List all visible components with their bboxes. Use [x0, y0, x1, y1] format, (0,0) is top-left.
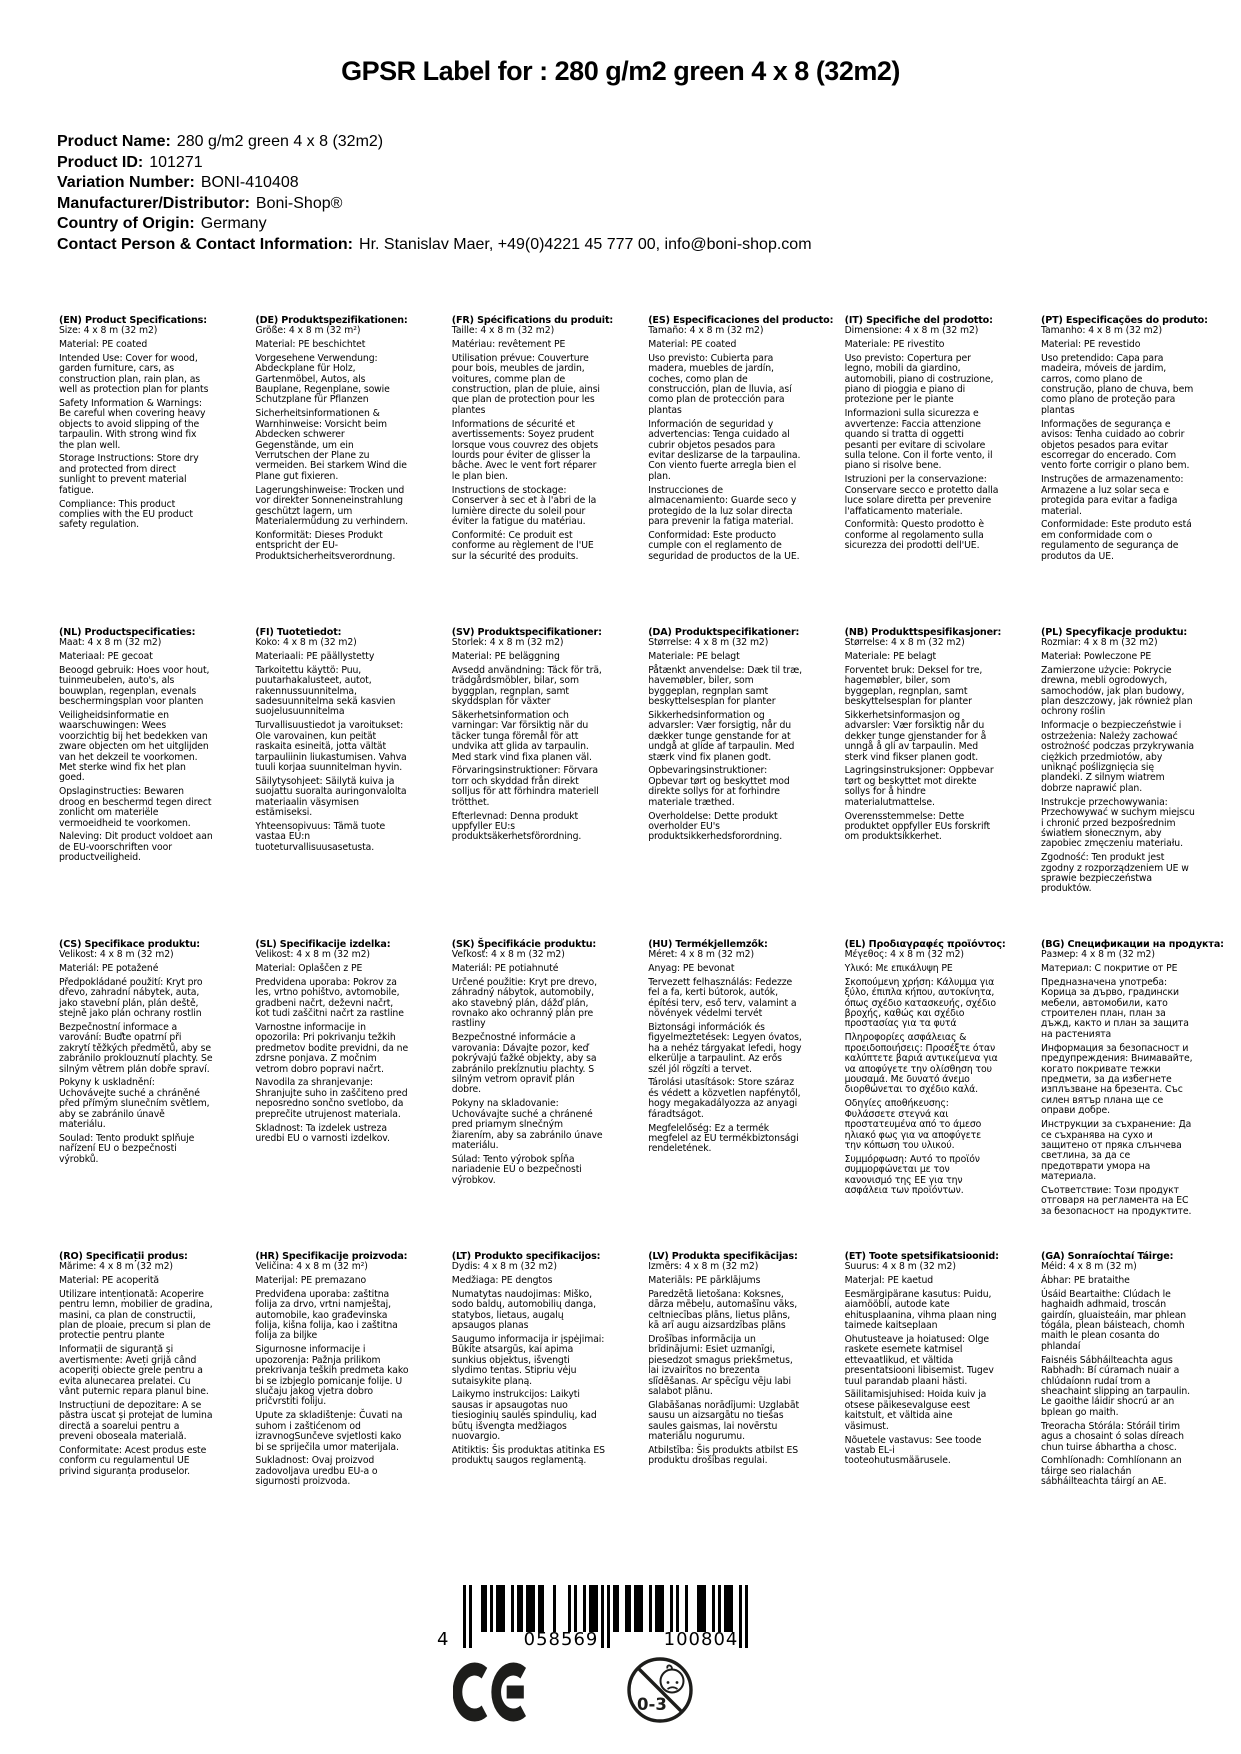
- block-paragraph: Uso previsto: Copertura per legno, mobili da giardino, automobili, piano di costruzione, piano di pioggia e piano di protezione per le piante: [844, 352, 994, 406]
- age-warning-text: 0-3: [637, 1695, 667, 1714]
- barcode-bar: [676, 1585, 679, 1632]
- block-paragraph: Comhlíonadh: Comhlíonann an táirge seo rialachán sábháilteachta táirgí an AE.: [1041, 1455, 1182, 1488]
- block-paragraph: Materiál: PE potiahnuté: [451, 962, 559, 974]
- barcode-bar: [649, 1585, 652, 1632]
- block-paragraph: Treoracha Stórála: Stóráil tirim agus a chosaint ó solas díreach chun tuirse ábhartha a chosc.: [1041, 1420, 1184, 1453]
- block-paragraph: Material: PE revestido: [1041, 338, 1141, 350]
- block-paragraph: Súlad: Tento výrobok spĺňa nariadenie EÚ o bezpečnosti výrobkov.: [451, 1153, 582, 1186]
- block-heading: (PT) Especificações do produto:: [1041, 315, 1208, 326]
- block-heading: (BG) Спецификации на продукта:: [1041, 939, 1224, 950]
- block-paragraph: Predvidena uporaba: Pokrov za les, vrtno pohištvo, avtomobile, gradbeni načrt, deževni načrt, kot tudi zaščitni načrt za rastline: [255, 976, 404, 1020]
- block-paragraph: Tarkoitettu käyttö: Puu, puutarhakalusteet, autot, rakennussuunnitelma, sadesuunnitelma sekä kasvien suojelusuunnitelma: [255, 664, 396, 718]
- block-paragraph: Bezpečnostné informácie a varovania: Dávajte pozor, keď pokrývajú ťažké objekty, aby sa zabránilo prekĺznutiu plachty. S silným vetrom opraviť plán dobre.: [451, 1032, 597, 1096]
- block-heading: (SV) Produktspecifikationer:: [451, 627, 602, 638]
- block-paragraph: Beoogd gebruik: Hoes voor hout, tuinmeubelen, auto's, als bouwplan, regenplan, evenals beschermingsplan voor planten: [59, 664, 210, 708]
- block-paragraph: Méid: 4 x 8 m (32 m): [1041, 1261, 1137, 1272]
- block-paragraph: Efterlevnad: Denna produkt uppfyller EU:s produktsäkerhetsförordning.: [451, 810, 582, 843]
- block-paragraph: Pokyny na skladovanie: Uchovávajte suché a chránené pred priamym slnečným žiarením, aby sa zabránilo únave materiálu.: [451, 1098, 603, 1151]
- block-paragraph: Maat: 4 x 8 m (32 m2): [59, 637, 162, 648]
- language-block-en: [59, 315, 213, 531]
- block-paragraph: Numatytas naudojimas: Miško, sodo baldų, automobilių danga, statybos, lietaus, augalų apsaugos planas: [451, 1288, 596, 1332]
- block-paragraph: Skladnost: Ta izdelek ustreza uredbi EU o varnosti izdelkov.: [255, 1122, 390, 1144]
- language-block-pt: [1041, 315, 1208, 562]
- block-paragraph: Størrelse: 4 x 8 m (32 m2): [844, 637, 965, 648]
- block-paragraph: Atbilstība: Šis produkts atbilst ES produktu drošības regulai.: [648, 1445, 799, 1467]
- barcode-bar: [574, 1585, 577, 1632]
- block-paragraph: Storage Instructions: Store dry and protected from direct sunlight to prevent material fatigue.: [59, 453, 199, 496]
- block-paragraph: Instrucțiuni de depozitare: A se păstra uscat și protejat de lumina directă a soarelui pentru a preveni oboseala materială.: [59, 1399, 213, 1443]
- barcode-bar: [703, 1585, 706, 1632]
- block-paragraph: Ohutusteave ja hoiatused: Olge raskete esemete katmisel ettevaatlikud, et vältida presentatsiooni libisemist. Tugev tuul parandab plaani hästi.: [844, 1333, 994, 1387]
- block-paragraph: Σκοπούμενη χρήση: Κάλυμμα για ξύλο, έπιπλα κήπου, αυτοκίνητα, όπως σχέδιο κατασκευής, σχέδιο βροχής, καθώς και σχέδιο προστασίας για τα φυτά: [844, 976, 997, 1030]
- block-heading: (ET) Toote spetsifikatsioonid:: [844, 1251, 999, 1262]
- barcode-bar: [640, 1585, 643, 1632]
- barcode-digit-left: 4: [437, 1629, 449, 1650]
- block-paragraph: Πληροφορίες ασφάλειας & προειδοποιήσεις: Προσέξτε όταν καλύπτετε βαριά αντικείμενα για να αποφύγετε την ολίσθηση του μουσαμά. Με δυνατό άνεμο διορθώνεται το σχέδιο καλά.: [844, 1032, 998, 1096]
- block-paragraph: Saugumo informacija ir įspėjimai: Būkite atsargūs, kai apima sunkius objektus, išvengti slydimo tentas. Stipriu vėju sutaisykite planą.: [451, 1333, 605, 1387]
- block-paragraph: Bezpečnostní informace a varování: Buďte opatrní při zakrytí těžkých předmětů, aby se zabránilo proklouznutí plachty. Se silným větrem plán dobře spraví.: [59, 1021, 213, 1075]
- product-name-label: Product Name:: [57, 133, 171, 150]
- ean13-barcode: [437, 1585, 757, 1655]
- language-block-es: [648, 315, 834, 562]
- barcode-bar: [718, 1585, 721, 1632]
- block-paragraph: Overholdelse: Dette produkt overholder EU's produktsikkerhedsforordning.: [648, 810, 783, 843]
- block-heading: (DE) Produktspezifikationen:: [255, 315, 408, 326]
- block-paragraph: Megfelelőség: Ez a termék megfelel az EU termékbiztonsági rendeletének.: [648, 1122, 799, 1155]
- barcode-bar: [568, 1585, 571, 1632]
- block-paragraph: Uso pretendido: Capa para madeira, móveis de jardim, carros, como plano de construção, plano de chuva, bem como plano de proteção para plantas: [1041, 352, 1194, 416]
- block-paragraph: Conformidad: Este producto cumple con el reglamento de seguridad de productos de la UE.: [648, 529, 800, 562]
- block-paragraph: Material: PE coated: [648, 338, 737, 350]
- language-block-fr: [451, 315, 614, 562]
- block-paragraph: Säkerhetsinformation och varningar: Var försiktig när du täcker tunga föremål för att undvika att glida av tarpaulin. Med stark vind fixa planen väl.: [451, 709, 592, 763]
- block-paragraph: Υλικό: Με επικάλυψη PE: [844, 962, 953, 974]
- barcode-bar: [490, 1585, 493, 1632]
- block-heading: (ES) Especificaciones del producto:: [648, 315, 834, 326]
- block-heading: (GA) Sonraíochtaí Táirge:: [1041, 1251, 1174, 1262]
- block-paragraph: Forventet bruk: Deksel for tre, hagemøbler, biler, som byggeplan, regnplan, samt beskyttelsesplan for planter: [844, 664, 983, 708]
- block-paragraph: Οδηγίες αποθήκευσης: Φυλάσσετε στεγνά και προστατευμένα από το άμεσο ηλιακό φως για να αποφύγετε την κόπωση του υλικού.: [844, 1098, 982, 1151]
- block-paragraph: Koko: 4 x 8 m (32 m2): [255, 637, 357, 648]
- language-block-bg: [1041, 939, 1224, 1217]
- ce-mark-icon: [453, 1661, 535, 1723]
- block-paragraph: Utilisation prévue: Couverture pour bois, meubles de jardin, voitures, comme plan de construction, plan de pluie, ainsi que plan de protection pour les plantes: [451, 352, 600, 416]
- block-paragraph: Eesmärgipärane kasutus: Puidu, aiamööbli, autode kate ehitusplaanina, vihma plaan ning taimede kaitseplaan: [844, 1288, 997, 1332]
- block-paragraph: Sicherheitsinformationen & Warnhinweise: Vorsicht beim Abdecken schwerer Gegenstände, um ein Verrutschen der Plane zu vermeiden. Bei starkem Wind die Plane gut fixieren.: [255, 408, 407, 482]
- country-of-origin-value: Germany: [200, 215, 267, 232]
- block-paragraph: Konformität: Dieses Produkt entspricht der EU-Produktsicherheitsverordnung.: [255, 529, 396, 562]
- block-heading: (SL) Specifikacije izdelka:: [255, 939, 391, 950]
- block-heading: (PL) Specyfikacje produktu:: [1041, 627, 1188, 638]
- block-paragraph: Instructions de stockage: Conserver à sec et à l'abri de la lumière directe du soleil pour éviter la fatigue du matériau.: [451, 484, 597, 527]
- block-paragraph: Säilitamisjuhised: Hoida kuiv ja otsese päikesevalguse eest kaitstult, et vältida aine väsimust.: [844, 1389, 987, 1432]
- block-heading: (HR) Specifikacije proizvoda:: [255, 1251, 408, 1262]
- block-paragraph: Conformité: Ce produit est conforme au règlement de l'UE sur la sécurité des produits.: [451, 529, 594, 562]
- block-paragraph: Storlek: 4 x 8 m (32 m2): [451, 637, 564, 648]
- block-paragraph: Material: PE beläggning: [451, 650, 560, 662]
- block-paragraph: Faisnéis Sábháilteachta agus Rabhadh: Bí cúramach nuair a chlúdaíonn rudaí trom a sheachaint slipping an tarpaulin. Le gaoithe láidir shocrú ar an bplean go maith.: [1041, 1354, 1190, 1418]
- block-paragraph: Ábhar: PE brataithe: [1041, 1274, 1130, 1286]
- barcode-bar: [661, 1585, 664, 1632]
- barcode-bar: [520, 1585, 523, 1632]
- barcode-bar: [511, 1585, 514, 1632]
- block-paragraph: Tárolási utasítások: Store száraz és védett a közvetlen napfénytől, hogy megakadályozza az anyagi fáradtságot.: [648, 1077, 801, 1120]
- product-id-row: [57, 153, 812, 174]
- language-block-hr: [255, 1251, 409, 1488]
- block-paragraph: Sigurnosne informacije i upozorenja: Pažnja prilikom prekrivanja teških predmeta kako bi se izbjeglo pomicanje folije. U slučaju jakog vjetra dobro pričvrstiti foliju.: [255, 1344, 409, 1408]
- block-paragraph: Suurus: 4 x 8 m (32 m2): [844, 1261, 956, 1272]
- block-paragraph: Предназначена употреба: Корица за дърво, градински мебели, автомобили, като строителен план, план за дъжд, както и план за защита на растенията: [1041, 976, 1189, 1040]
- block-paragraph: Avsedd användning: Täck för trä, trädgårdsmöbler, bilar, som byggplan, regnplan, samt skyddsplan för växter: [451, 664, 602, 708]
- language-block-nl: [59, 627, 213, 864]
- language-block-it: [845, 315, 999, 552]
- country-of-origin-row: [57, 214, 812, 235]
- block-paragraph: Utilizare intenționată: Acoperire pentru lemn, mobilier de gradina, masini, ca plan de constructii, plan de ploaie, precum si plan de protectie pentru plante: [59, 1288, 213, 1342]
- block-paragraph: Tervezett felhasználás: Fedezze fel a fa, kerti bútorok, autók, építési terv, eső terv, valamint a növények védelmi tervét: [648, 976, 797, 1020]
- manufacturer-value: Boni-Shop®: [255, 194, 343, 212]
- block-paragraph: Matériau: revêtement PE: [451, 338, 566, 350]
- language-block-nb: [844, 627, 1002, 843]
- contact-label: Contact Person & Contact Information:: [57, 235, 354, 253]
- block-paragraph: Materiale: PE belagt: [844, 650, 937, 662]
- block-paragraph: Instruções de armazenamento: Armazene a luz solar seca e protegida para evitar a fadiga material.: [1041, 474, 1184, 517]
- block-paragraph: Zgodność: Ten produkt jest zgodny z rozporządzeniem UE w sprawie bezpieczeństwa produktów.: [1041, 852, 1189, 895]
- block-paragraph: Materiale: PE rivestito: [844, 338, 945, 350]
- block-paragraph: Conformidade: Este produto está em conformidade com o regulamento de segurança de produtos da UE.: [1041, 519, 1192, 562]
- barcode-bar: [532, 1585, 535, 1632]
- block-paragraph: Předpokládané použití: Kryt pro dřevo, zahradní nábytek, auta, jako stavební plán, plán deště, stejně jako plán ochrany rostlin: [59, 976, 203, 1020]
- product-id-label: Product ID:: [57, 153, 144, 171]
- block-heading: (FR) Spécifications du produit:: [451, 315, 614, 326]
- block-paragraph: Izmērs: 4 x 8 m (32 m2): [648, 1261, 759, 1272]
- product-name-value: 280 g/m2 green 4 x 8 (32m2): [176, 133, 384, 150]
- block-paragraph: Navodila za shranjevanje: Shranjujte suho in zaščiteno pred neposredno sončno svetlobo, da preprečite utrujenost materiala.: [255, 1077, 408, 1120]
- block-paragraph: Informații de siguranță și avertismente: Aveți grijă când acoperiți obiecte grele pentru a evita alunecarea prelatei. Cu vânt puternic repara planul bine.: [59, 1344, 209, 1397]
- block-paragraph: Materiaali: PE päällystetty: [255, 650, 375, 662]
- block-paragraph: Lagerungshinweise: Trocken und vor direkter Sonneneinstrahlung geschützt lagern, um Materialermüdung zu verhindern.: [255, 484, 409, 527]
- block-heading: (LT) Produkto specifikacijos:: [451, 1251, 601, 1262]
- block-paragraph: Size: 4 x 8 m (32 m2): [59, 325, 158, 336]
- block-paragraph: Materiał: Powleczone PE: [1041, 650, 1152, 662]
- variation-number-label: Variation Number:: [57, 174, 195, 191]
- barcode-bar: [712, 1585, 715, 1632]
- block-paragraph: Lagringsinstruksjoner: Oppbevar tørt og beskyttet mot direkte sollys for å hindre materialutmattelse.: [844, 765, 994, 808]
- block-paragraph: Instrukcje przechowywania: Przechowywać w suchym miejscu i chronić przed bezpośrednim światłem słonecznym, aby zapobiec zmęczeniu materiału.: [1041, 796, 1195, 850]
- block-paragraph: Taille: 4 x 8 m (32 m2): [451, 325, 555, 336]
- barcode-digits-group1: 058569: [523, 1629, 599, 1650]
- manufacturer-label: Manufacturer/Distributor:: [57, 194, 250, 212]
- block-paragraph: Conformità: Questo prodotto è conforme al regolamento sulla sicurezza dei prodotti dell'UE.: [844, 519, 984, 552]
- block-paragraph: Anyag: PE bevonat: [648, 962, 735, 974]
- product-id-value: 101271: [149, 153, 203, 171]
- block-paragraph: Conformitate: Acest produs este conform cu regulamentul UE privind siguranța produselor.: [59, 1445, 207, 1477]
- block-paragraph: Material: PE beschichtet: [255, 338, 366, 350]
- language-block-et: [845, 1251, 999, 1467]
- language-block-sv: [452, 627, 606, 843]
- block-heading: (NB) Produkttspesifikasjoner:: [844, 627, 1002, 638]
- barcode-bar: [685, 1585, 688, 1632]
- block-paragraph: Rozmiar: 4 x 8 m (32 m2): [1041, 637, 1158, 648]
- block-paragraph: Sikkerhetsinformasjon og advarsler: Vær forsiktig når du dekker tunge gjenstander for å unngå å gli av tarpaulin. Med sterk vind fikser planen godt.: [844, 709, 987, 763]
- block-paragraph: Veličina: 4 x 8 m (32 m²): [255, 1261, 368, 1272]
- barcode-bar: [463, 1585, 466, 1648]
- block-paragraph: Safety Information & Warnings: Be careful when covering heavy objects to avoid slipping of the tarpaulin. With strong wind fix the plan well.: [59, 397, 206, 451]
- language-block-cs: [59, 939, 213, 1165]
- block-paragraph: Opslaginstructies: Bewaren droog en beschermd tegen direct zonlicht om materiële vermoeidheid te voorkomen.: [59, 786, 212, 829]
- block-paragraph: Materiál: PE potažené: [59, 962, 159, 974]
- block-paragraph: Opbevaringsinstruktioner: Opbevar tørt og beskyttet mod direkte sollys for at forhindre materiale træthed.: [648, 765, 790, 808]
- age-warning-0-3-icon: [627, 1657, 693, 1723]
- block-paragraph: Vorgesehene Verwendung: Abdeckplane für Holz, Gartenmöbel, Autos, als Bauplane, Regenplane, sowie Schutzplane für Pflanzen: [255, 352, 390, 406]
- block-paragraph: Upute za skladištenje: Čuvati na suhom i zaštićenom od izravnogSunčeve svjetlosti kako bi se spriječila umor materijala.: [255, 1410, 403, 1453]
- block-paragraph: Atitiktis: Šis produktas atitinka ES produktų saugos reglamentą.: [451, 1445, 605, 1467]
- block-paragraph: Paredzētā lietošana: Koksnes, dārza mēbeļu, automašīnu vāks, celtniecības plāns, lietus plāns, kā arī augu aizsardzības plāns: [648, 1288, 798, 1332]
- block-heading: (IT) Specifiche del prodotto:: [844, 315, 993, 326]
- block-paragraph: Sukladnost: Ovaj proizvod zadovoljava uredbu EU-a o sigurnosti proizvoda.: [255, 1455, 378, 1488]
- block-paragraph: Informazioni sulla sicurezza e avvertenze: Faccia attenzione quando si tratta di oggetti pesanti per evitare di scivolare sulla telone. Con il forte vento, il piano si risolve bene.: [844, 408, 993, 472]
- block-paragraph: Συμμόρφωση: Αυτό το προϊόν συμμορφώνεται με τον κανονισμό της ΕΕ για την ασφάλεια των προϊόντων.: [844, 1153, 980, 1197]
- block-paragraph: Größe: 4 x 8 m (32 m²): [255, 325, 361, 336]
- block-paragraph: Dydis: 4 x 8 m (32 m2): [451, 1261, 557, 1272]
- block-paragraph: Varnostne informacije in opozorila: Pri pokrivanju težkih predmetov bodite previdni, da ne zdrsne ponjava. Z močnim vetrom dobro popravi načrt.: [255, 1021, 409, 1075]
- manufacturer-row: [57, 194, 812, 215]
- block-heading: (DA) Produktspecifikationer:: [648, 627, 800, 638]
- language-block-ro: [59, 1251, 213, 1477]
- block-paragraph: Pokyny k uskladnění: Uchovávejte suché a chráněné před přímým slunečním světlem, aby se zabránilo únavě materiálu.: [59, 1077, 210, 1131]
- barcode-bar: [484, 1585, 487, 1632]
- block-paragraph: Размер: 4 x 8 m (32 m2): [1041, 949, 1155, 960]
- block-paragraph: Veľkosť: 4 x 8 m (32 m2): [451, 949, 565, 960]
- block-paragraph: Mărime: 4 x 8 m (32 m2): [59, 1261, 173, 1272]
- block-heading: (FI) Tuotetiedot:: [255, 627, 342, 638]
- block-paragraph: Drošības informācija un brīdinājumi: Esiet uzmanīgi, piesedzot smagus priekšmetus, lai izvairītos no brezenta slīdēšanas. Ar spēcīgu vēju labi salabot plānu.: [648, 1333, 793, 1397]
- product-info: [57, 132, 812, 255]
- block-paragraph: Información de seguridad y advertencias: Tenga cuidado al cubrir objetos pesados para evitar deslizarse de la tarpaulina. Con viento fuerte arregla bien el plan.: [648, 418, 801, 482]
- contact-row: [57, 235, 812, 256]
- block-paragraph: Инструкции за съхранение: Да се съхранява на сухо и защитено от пряка слънчева светлина, за да се предотврати умора на материала.: [1041, 1119, 1192, 1183]
- block-paragraph: Informations de sécurité et avertissements: Soyez prudent lorsque vous couvrez des objets lourds pour éviter de glisser la bâche. Avec le vent fort réparer le plan bien.: [451, 418, 599, 482]
- block-paragraph: Material: PE coated: [59, 338, 148, 350]
- block-paragraph: Dimensione: 4 x 8 m (32 m2): [844, 325, 979, 336]
- language-block-lt: [452, 1251, 606, 1467]
- block-paragraph: Predviđena uporaba: zaštitna folija za drvo, vrtni namještaj, automobile, kao građevinska folija, kišna folija, kao i zaštitna folija za biljke: [255, 1288, 398, 1342]
- block-paragraph: Størrelse: 4 x 8 m (32 m2): [648, 637, 769, 648]
- block-heading: (NL) Productspecificaties:: [59, 627, 196, 638]
- block-paragraph: Určené použitie: Kryt pre drevo, záhradný nábytok, automobily, ako stavebný plán, dážď plán, rovnako ako ochranný plán pre rastliny: [451, 976, 597, 1030]
- contact-value: Hr. Stanislav Maer, +49(0)4221 45 777 00, info@boni-shop.com: [359, 235, 812, 253]
- block-paragraph: Materijal: PE premazano: [255, 1274, 367, 1286]
- language-block-da: [648, 627, 802, 843]
- block-paragraph: Informacje o bezpieczeństwie i ostrzeżenia: Należy zachować ostrożność podczas przykrywania ciężkich przedmiotów, aby uniknąć poślizgnięcia się plandeki. Z silnym wiatrem dobrze naprawić plan.: [1041, 720, 1195, 794]
- language-block-fi: [255, 627, 409, 853]
- language-grid: [59, 315, 1239, 1563]
- barcode-bar: [730, 1585, 733, 1632]
- product-name-row: [57, 132, 812, 153]
- baby-face-icon: [661, 1665, 684, 1692]
- block-heading: (HU) Termékjellemzők:: [648, 939, 768, 950]
- block-paragraph: Materiāls: PE pārklājums: [648, 1274, 761, 1286]
- language-block-sl: [255, 939, 409, 1144]
- block-paragraph: Sikkerhedsinformation og advarsler: Vær forsigtig, når du dækker tunge genstande for at undgå at glide af tarpaulin. Med stærk vind fix planen godt.: [648, 709, 795, 763]
- block-heading: (LV) Produkta specifikācijas:: [648, 1251, 798, 1262]
- block-paragraph: Påtænkt anvendelse: Dæk til træ, havemøbler, biler, som byggeplan, regnplan samt beskyttelsesplan for planter: [648, 664, 803, 708]
- block-paragraph: Compliance: This product complies with the EU product safety regulation.: [59, 498, 193, 531]
- block-paragraph: Biztonsági információk és figyelmeztetések: Legyen óvatos, ha a nehéz tárgyakat lefedi, hogy elkerülje a tarpaulint. Az erős szél jól rögzíti a tervet.: [648, 1021, 802, 1075]
- barcode-bar: [502, 1585, 505, 1632]
- block-paragraph: Méret: 4 x 8 m (32 m2): [648, 949, 755, 960]
- block-paragraph: Μέγεθος: 4 x 8 m (32 m2): [844, 949, 964, 960]
- language-block-sk: [452, 939, 606, 1186]
- language-block-pl: [1041, 627, 1195, 895]
- block-paragraph: Velikost: 4 x 8 m (32 m2): [59, 949, 174, 960]
- barcode-bar: [670, 1585, 673, 1632]
- block-paragraph: Информация за безопасност и предупреждения: Внимавайте, когато покривате тежки предмети, за да избегнете изплъзване на брезента. Със силен вятър плана ще се оправи добре.: [1041, 1042, 1193, 1117]
- block-paragraph: Velikost: 4 x 8 m (32 m2): [255, 949, 370, 960]
- barcode-bar: [553, 1585, 556, 1632]
- block-paragraph: Overensstemmelse: Dette produktet oppfyller EUs forskrift om produktsikkerhet.: [844, 810, 991, 843]
- block-paragraph: Säilytysohjeet: Säilytä kuiva ja suojattu suoralta auringonvalolta materiaalin väsymisen estämiseksi.: [255, 775, 407, 819]
- barcode-bar: [469, 1585, 472, 1648]
- barcode-bar: [583, 1585, 586, 1632]
- block-paragraph: Materjal: PE kaetud: [844, 1274, 934, 1286]
- block-paragraph: Förvaringsinstruktioner: Förvara torr och skyddad från direkt solljus för att förhindra materiell trötthet.: [451, 765, 599, 808]
- block-paragraph: Instrucciones de almacenamiento: Guarde seco y protegido de la luz solar directa para prevenir la fatiga material.: [648, 484, 797, 527]
- language-block-lv: [648, 1251, 802, 1467]
- block-paragraph: Tamanho: 4 x 8 m (32 m2): [1041, 325, 1162, 336]
- barcode-bar: [541, 1585, 544, 1632]
- block-paragraph: Úsáid Beartaithe: Clúdach le haghaidh adhmaid, troscán gairdín, gluaisteáin, mar phlean tógála, plean báisteach, chomh maith le plean cosanta do phlandaí: [1041, 1288, 1187, 1352]
- block-paragraph: Material: PE acoperită: [59, 1274, 159, 1286]
- block-heading: (CS) Specifikace produktu:: [59, 939, 200, 950]
- block-paragraph: Turvallisuustiedot ja varoitukset: Ole varovainen, kun peität raskaita esineitä, jotta vältät tarpauliinin liukastumisen. Vahva tuuli korjaa suunnitelman hyvin.: [255, 720, 407, 773]
- block-paragraph: Material: Oplaščen z PE: [255, 962, 363, 974]
- variation-number-value: BONI-410408: [200, 174, 299, 191]
- barcode-bar: [616, 1585, 619, 1632]
- block-paragraph: Laikymo instrukcijos: Laikyti sausas ir apsaugotas nuo tiesioginių saulės spindulių, kad būtų išvengta medžiagos nuovargio.: [451, 1389, 597, 1443]
- language-block-hu: [648, 939, 802, 1155]
- block-paragraph: Glabāšanas norādījumi: Uzglabāt sausu un aizsargātu no tiešas saules gaismas, lai novērstu materiālu nogurumu.: [648, 1399, 799, 1443]
- block-heading: (SK) Špecifikácie produktu:: [451, 939, 597, 950]
- block-paragraph: Zamierzone użycie: Pokrycie drewna, mebli ogrodowych, samochodów, jak plan budowy, plan deszczowy, jak również plan ochrony roślin: [1041, 664, 1193, 718]
- variation-number-row: [57, 173, 812, 194]
- language-block-el: [844, 939, 1006, 1197]
- block-paragraph: Istruzioni per la conservazione: Conservare secco e protetto dalla luce solare diretta per prevenire l'affaticamento materiale.: [844, 474, 999, 517]
- language-block-de: [255, 315, 409, 562]
- block-heading: (RO) Specificații produs:: [59, 1251, 188, 1262]
- barcode-digits-group2: 100804: [663, 1629, 739, 1650]
- block-paragraph: Intended Use: Cover for wood, garden furniture, cars, as construction plan, rain plan, as well as protection plan for plants: [59, 352, 209, 396]
- block-paragraph: Soulad: Tento produkt splňuje nařízení EU o bezpečnosti výrobků.: [59, 1133, 195, 1165]
- block-paragraph: Materiale: PE belagt: [648, 650, 740, 662]
- block-paragraph: Informações de segurança e avisos: Tenha cuidado ao cobrir objetos pesados para evitar escorregar do encerado. Com vento forte corrigir o plano bem.: [1041, 418, 1190, 472]
- language-block-ga: [1041, 1251, 1195, 1488]
- page-title: GPSR Label for : 280 g/m2 green 4 x 8 (32m2): [341, 56, 900, 86]
- block-paragraph: Medžiaga: PE dengtos: [451, 1274, 553, 1286]
- block-paragraph: Tamaño: 4 x 8 m (32 m2): [648, 325, 764, 336]
- block-paragraph: Nõuetele vastavus: See toode vastab EL-i tooteohutusmäärusele.: [844, 1434, 982, 1467]
- block-paragraph: Материал: С покритие от PE: [1041, 962, 1178, 974]
- country-of-origin-label: Country of Origin:: [57, 215, 195, 232]
- block-heading: (EL) Προδιαγραφές προϊόντος:: [844, 939, 1006, 950]
- block-paragraph: Yhteensopivuus: Tämä tuote vastaa EU:n tuoteturvallisuusasetusta.: [255, 821, 386, 853]
- block-paragraph: Veiligheidsinformatie en waarschuwingen: Wees voorzichtig bij het bedekken van zware objecten om het uitglijden van het dekzeil te voorkomen. Met sterke wind fix het plan goed.: [59, 709, 209, 784]
- barcode-bar: [628, 1585, 631, 1632]
- block-paragraph: Materiaal: PE gecoat: [59, 650, 153, 662]
- block-paragraph: Naleving: Dit product voldoet aan de EU-voorschriften voor productveiligheid.: [59, 831, 213, 864]
- block-paragraph: Uso previsto: Cubierta para madera, muebles de jardín, coches, como plan de construcción, plan de lluvia, así como plan de protección para plantas: [648, 352, 792, 416]
- block-heading: (EN) Product Specifications:: [59, 315, 207, 326]
- barcode-bar: [595, 1585, 598, 1632]
- block-paragraph: Съответствие: Този продукт отговаря на регламента на ЕС за безопасност на продуктите.: [1041, 1185, 1192, 1217]
